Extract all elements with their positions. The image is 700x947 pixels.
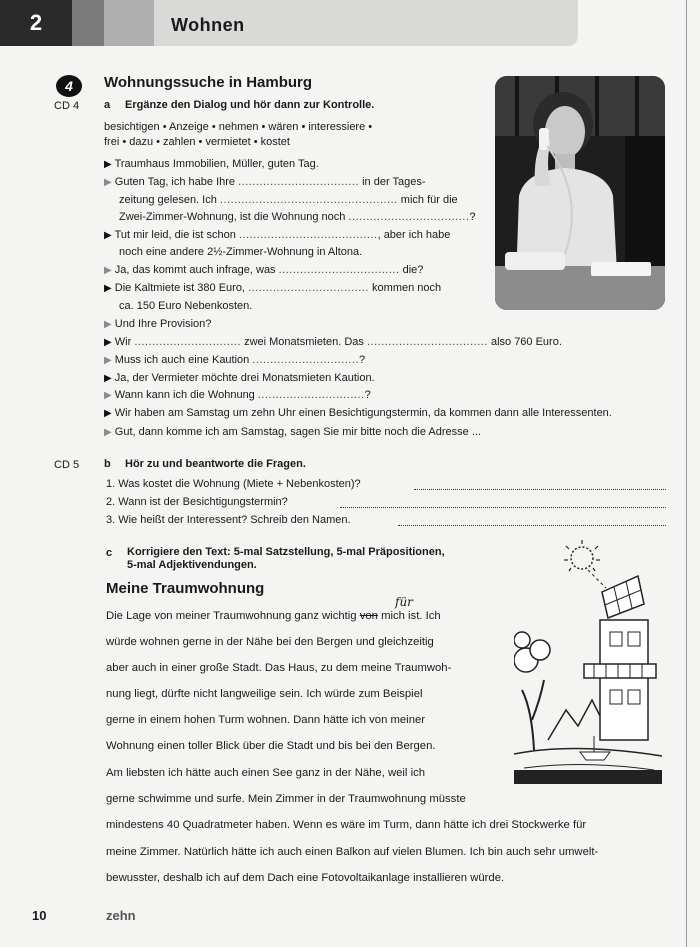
page-word: zehn <box>106 908 136 923</box>
text-line: würde wohnen gerne in der Nähe bei den Bergen und gleichzeitig <box>106 636 434 648</box>
header-stripe <box>104 0 154 46</box>
dialog-text: Zwei-Zimmer-Wohnung, ist die Wohnung noch <box>119 211 346 223</box>
speaker-arrow-icon: ▶ <box>104 230 112 241</box>
dialog-text: Die Kaltmiete ist 380 Euro, <box>114 282 245 294</box>
cd-track-label: CD 5 <box>54 459 80 471</box>
cd-track-label: CD 4 <box>54 100 80 112</box>
dialog-line <box>119 211 476 223</box>
task-letter-b: b <box>104 458 111 470</box>
dialog-line <box>104 318 211 330</box>
text-title: Meine Traumwohnung <box>106 580 265 597</box>
task-c-instruction: 5-mal Adjektivendungen. <box>127 559 257 571</box>
text-line: mindestens 40 Quadratmeter haben. Wenn es wäre im Turm, dann hätte ich drei Stockwerke für <box>106 819 587 831</box>
question-item <box>106 496 288 508</box>
text-line: bewusster, deshalb ich auf dem Dach eine Fotovoltaikanlage installieren würde. <box>106 872 505 884</box>
dialog-text: in der Tages- <box>362 176 426 188</box>
speaker-arrow-icon: ▶ <box>104 265 112 276</box>
text-line <box>106 610 441 622</box>
gap-blank[interactable]: .................................. <box>366 336 488 348</box>
word-bank-line: frei • dazu • zahlen • vermietet • kostet <box>104 136 290 148</box>
dialog-line <box>104 158 319 170</box>
struck-word: von <box>359 610 378 622</box>
dialog-line <box>119 194 458 206</box>
answer-line[interactable] <box>414 481 666 490</box>
gap-blank[interactable]: .............................. <box>257 389 365 401</box>
dialog-text: zeitung gelesen. Ich <box>119 194 217 206</box>
dialog-text: Guten Tag, ich habe Ihre <box>114 176 236 188</box>
photo-drawing <box>495 76 665 310</box>
speaker-arrow-icon: ▶ <box>104 427 112 438</box>
photo-woman-on-phone <box>495 76 665 310</box>
text-line: nung liegt, dürfte nicht langweilige sein. Ich würde zum Beispiel <box>106 688 423 700</box>
question-item <box>106 514 351 526</box>
gap-blank[interactable]: .................................. <box>248 282 369 294</box>
dialog-text: ? <box>364 389 371 401</box>
section-number-badge: 4 <box>56 75 82 97</box>
speaker-arrow-icon: ▶ <box>104 319 112 330</box>
dialog-text: mich für die <box>400 194 458 206</box>
dialog-text: Und Ihre Provision? <box>114 318 212 330</box>
text-line: aber auch in einer große Stadt. Das Haus, zu dem meine Traumwoh- <box>106 662 452 674</box>
speaker-arrow-icon: ▶ <box>104 408 112 419</box>
question-text: 3. Wie heißt der Interessent? Schreib den Namen. <box>106 514 351 526</box>
dialog-line <box>104 389 371 401</box>
task-letter-a: a <box>104 99 111 111</box>
dialog-text: Muss ich auch eine Kaution <box>114 354 250 366</box>
dialog-line <box>104 426 481 438</box>
question-text: 2. Wann ist der Besichtigungstermin? <box>106 496 288 508</box>
gap-blank[interactable]: .................................. <box>238 176 360 188</box>
text-fragment: Die Lage von meiner Traumwohnung ganz wichtig <box>106 610 357 622</box>
dialog-line: noch eine andere 2½-Zimmer-Wohnung in Altona. <box>119 246 363 258</box>
task-b-instruction: Hör zu und beantworte die Fragen. <box>125 458 306 470</box>
question-item <box>106 478 361 490</box>
header-stripe <box>72 0 104 46</box>
chapter-title: Wohnen <box>171 15 245 35</box>
speaker-arrow-icon: ▶ <box>104 337 112 348</box>
page-number: 10 <box>32 908 47 923</box>
dialog-text: die? <box>402 264 424 276</box>
dialog-line <box>104 176 425 188</box>
dialog-text: Traumhaus Immobilien, Müller, guten Tag. <box>114 158 319 170</box>
dialog-text: Ja, das kommt auch infrage, was <box>114 264 276 276</box>
speaker-arrow-icon: ▶ <box>104 159 112 170</box>
task-c-instruction: Korrigiere den Text: 5-mal Satzstellung, 5-mal Präpositionen, <box>127 546 445 558</box>
word-bank-line: besichtigen • Anzeige • nehmen • wären • interessiere • <box>104 121 373 133</box>
text-line: gerne schwimme und surfe. Mein Zimmer in der Traumwohnung müsste <box>106 793 466 805</box>
dialog-text: kommen noch <box>372 282 442 294</box>
gap-blank[interactable]: .................................. <box>348 211 470 223</box>
handwritten-correction: für <box>395 595 413 609</box>
task-a-instruction: Ergänze den Dialog und hör dann zur Kontrolle. <box>125 99 375 111</box>
text-line: gerne in einem hohen Turm wohnen. Dann hätte ich von meiner <box>106 714 426 726</box>
speaker-arrow-icon: ▶ <box>104 177 112 188</box>
speaker-arrow-icon: ▶ <box>104 355 112 366</box>
dialog-text: also 760 Euro. <box>490 336 562 348</box>
gap-blank[interactable]: ....................................... <box>238 229 378 241</box>
dialog-line <box>104 264 423 276</box>
dialog-line <box>104 407 612 419</box>
dialog-line <box>104 229 450 241</box>
task-letter-c: c <box>106 547 113 559</box>
speaker-arrow-icon: ▶ <box>104 390 112 401</box>
gap-blank[interactable]: .................................................. <box>219 194 398 206</box>
speaker-arrow-icon: ▶ <box>104 283 112 294</box>
dialog-text: ? <box>469 211 476 223</box>
illustration-tower-house <box>514 540 662 786</box>
gap-blank[interactable]: .............................. <box>134 336 242 348</box>
dialog-text: ? <box>359 354 366 366</box>
dialog-text: Gut, dann komme ich am Samstag, sagen Sie mir bitte noch die Adresse ... <box>114 426 481 438</box>
illustration-drawing <box>514 540 662 786</box>
dialog-text: Ja, der Vermieter möchte drei Monatsmieten Kaution. <box>114 372 375 384</box>
dialog-text: Wir <box>114 336 132 348</box>
dialog-line <box>104 282 441 294</box>
text-line: Wohnung einen toller Blick über die Stadt und bis bei den Bergen. <box>106 740 436 752</box>
dialog-line <box>104 354 365 366</box>
dialog-text: zwei Monatsmieten. Das <box>244 336 364 348</box>
dialog-line <box>104 372 375 384</box>
text-line: meine Zimmer. Natürlich hätte ich auch einen Balkon auf vielen Blumen. Ich bin auch sehr umwelt- <box>106 846 599 858</box>
answer-line[interactable] <box>340 499 666 508</box>
chapter-number: 2 <box>0 0 72 46</box>
section-title: Wohnungssuche in Hamburg <box>104 74 313 91</box>
page-edge <box>686 0 687 947</box>
answer-line[interactable] <box>398 517 666 526</box>
dialog-line <box>104 336 562 348</box>
dialog-text: Tut mir leid, die ist schon <box>114 229 236 241</box>
dialog-line: ca. 150 Euro Nebenkosten. <box>119 300 253 312</box>
gap-blank[interactable]: .............................. <box>252 354 360 366</box>
dialog-text: , aber ich habe <box>377 229 451 241</box>
text-line: Am liebsten ich hätte auch einen See ganz in der Nähe, weil ich <box>106 767 426 779</box>
text-fragment: mich ist. Ich <box>381 610 441 622</box>
dialog-text: Wann kann ich die Wohnung <box>114 389 255 401</box>
gap-blank[interactable]: .................................. <box>278 264 400 276</box>
dialog-text: Wir haben am Samstag um zehn Uhr einen Besichtigungstermin, da kommen dann alle Interessenten. <box>114 407 612 419</box>
speaker-arrow-icon: ▶ <box>104 373 112 384</box>
question-text: 1. Was kostet die Wohnung (Miete + Nebenkosten)? <box>106 478 361 490</box>
